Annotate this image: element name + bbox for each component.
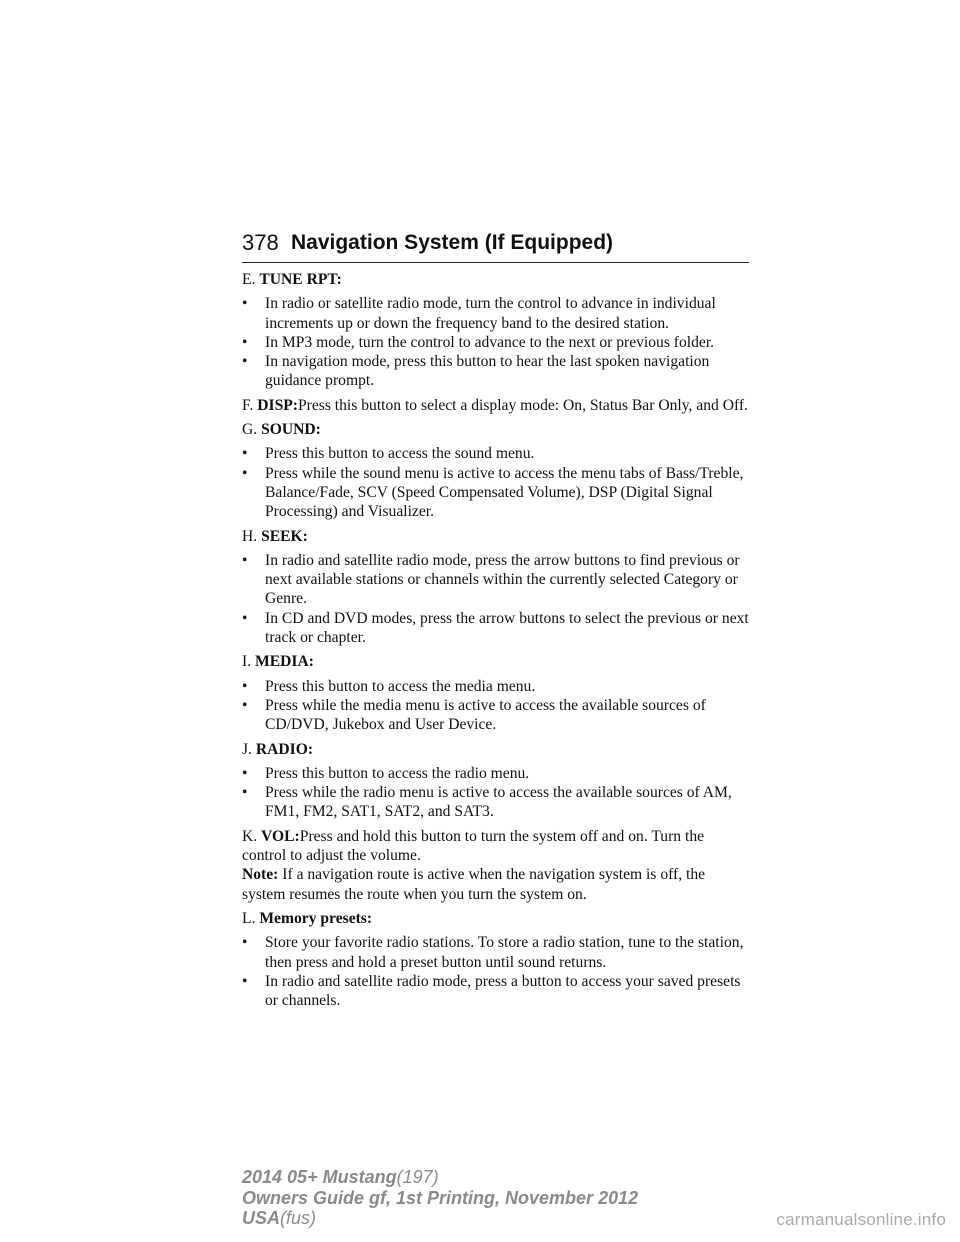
print-footer — [242, 1167, 638, 1229]
page-number: 378 — [242, 230, 279, 255]
item-g-term: SOUND: — [261, 421, 321, 439]
item-g-letter: G. — [242, 421, 258, 439]
list-item-text: In radio and satellite radio mode, press the arrow buttons to find previous or next available stations or channels within the currently selected Category or Genre. — [265, 551, 740, 608]
item-j-list — [242, 764, 752, 822]
list-item-text: Press this button to access the media menu. — [265, 677, 536, 695]
list-item — [242, 783, 752, 822]
item-j-letter: J. — [242, 740, 252, 758]
footer-region: USA — [242, 1208, 281, 1228]
list-item-text: Press this button to access the radio menu. — [265, 764, 530, 782]
item-l-heading — [242, 909, 752, 928]
page-title: Navigation System (If Equipped) — [291, 231, 614, 254]
list-item — [242, 933, 752, 972]
bullet-icon: • — [242, 464, 248, 482]
list-item-text: In radio or satellite radio mode, turn the control to advance in individual increments up or down the frequency band to the desired station. — [265, 295, 716, 332]
note-text: If a navigation route is active when the navigation system is off, the system resumes the route when you turn the system on. — [242, 866, 706, 903]
list-item-text: Press while the media menu is active to access the available sources of CD/DVD, Jukebox and User Device. — [265, 696, 706, 734]
bullet-icon: • — [242, 295, 248, 313]
item-k-paragraph — [242, 827, 752, 866]
list-item-text: Press while the sound menu is active to access the menu tabs of Bass/Treble, Balance/Fade, SCV (Speed Compensated Volume), DSP (Digital Signal Processing) and Visualizer. — [265, 464, 744, 521]
list-item — [242, 696, 752, 735]
footer-line-2: Owners Guide gf, 1st Printing, November 2012 — [242, 1187, 639, 1208]
item-h-heading — [242, 527, 752, 546]
bullet-icon: • — [242, 677, 248, 695]
item-l-letter: L. — [242, 909, 256, 927]
bullet-icon: • — [242, 333, 248, 351]
list-item — [242, 464, 752, 522]
footer-line-1 — [242, 1167, 638, 1188]
footer-model: 2014 05+ Mustang — [242, 1167, 397, 1187]
footer-region-code: (fus) — [280, 1208, 317, 1228]
item-j-term: RADIO: — [255, 740, 314, 758]
item-k-note — [242, 865, 752, 904]
item-f-term: DISP: — [257, 396, 298, 414]
list-item-text: In navigation mode, press this button to hear the last spoken navigation guidance prompt. — [265, 353, 710, 390]
item-g-heading — [242, 420, 752, 439]
watermark: carmanualsonline.info — [776, 1210, 946, 1229]
item-j-heading — [242, 740, 752, 759]
item-e-letter: E. — [242, 271, 256, 288]
item-h-term: SEEK: — [261, 527, 308, 545]
item-i-heading — [242, 652, 752, 671]
item-k-letter: K. — [242, 827, 258, 845]
bullet-icon: • — [242, 551, 248, 569]
item-f-letter: F. — [242, 396, 254, 414]
bullet-icon: • — [242, 784, 248, 802]
item-f-text: Press this button to select a display mode: On, Status Bar Only, and Off. — [297, 396, 748, 414]
list-item — [242, 677, 752, 696]
bullet-icon: • — [242, 764, 248, 782]
list-item-text: In radio and satellite radio mode, press a button to access your saved presets or channels. — [265, 972, 741, 1010]
page-header — [242, 228, 749, 263]
list-item — [242, 333, 752, 352]
list-item-text: Store your favorite radio stations. To store a radio station, tune to the station, then press and hold a preset button until sound returns. — [265, 934, 744, 971]
item-i-list — [242, 677, 752, 735]
footer-model-code: (197) — [396, 1167, 439, 1187]
bullet-icon: • — [242, 609, 248, 627]
bullet-icon: • — [242, 934, 248, 952]
list-item — [242, 444, 752, 463]
bullet-icon: • — [242, 696, 248, 714]
item-g-list — [242, 444, 752, 521]
bullet-icon: • — [242, 972, 248, 990]
item-e-term: TUNE RPT: — [259, 271, 342, 288]
item-i-term: MEDIA: — [255, 653, 314, 671]
list-item-text: In MP3 mode, turn the control to advance to the next or previous folder. — [265, 333, 715, 351]
list-item — [242, 972, 752, 1011]
list-item-text: Press while the radio menu is active to access the available sources of AM, FM1, FM2, SAT1, SAT2, and SAT3. — [265, 784, 732, 821]
note-label: Note: — [242, 866, 279, 884]
footer-line-3 — [242, 1208, 638, 1229]
item-e-list — [242, 294, 752, 390]
manual-content — [242, 270, 752, 1015]
list-item — [242, 609, 752, 648]
list-item — [242, 352, 752, 391]
list-item — [242, 764, 752, 783]
bullet-icon: • — [242, 353, 248, 371]
item-f-paragraph — [242, 396, 752, 415]
item-h-list — [242, 551, 752, 647]
item-l-list — [242, 933, 752, 1010]
bullet-icon: • — [242, 445, 248, 463]
item-h-letter: H. — [242, 527, 258, 545]
item-k-text: Press and hold this button to turn the system off and on. Turn the control to adjust the volume. — [242, 827, 705, 865]
item-k-term: VOL: — [261, 827, 300, 845]
list-item-text: In CD and DVD modes, press the arrow buttons to select the previous or next track or chapter. — [265, 609, 749, 647]
item-i-letter: I. — [242, 653, 252, 671]
list-item — [242, 294, 752, 333]
list-item — [242, 551, 752, 609]
item-e-heading — [242, 270, 752, 289]
item-l-term: Memory presets: — [259, 909, 373, 927]
list-item-text: Press this button to access the sound menu. — [265, 445, 535, 463]
